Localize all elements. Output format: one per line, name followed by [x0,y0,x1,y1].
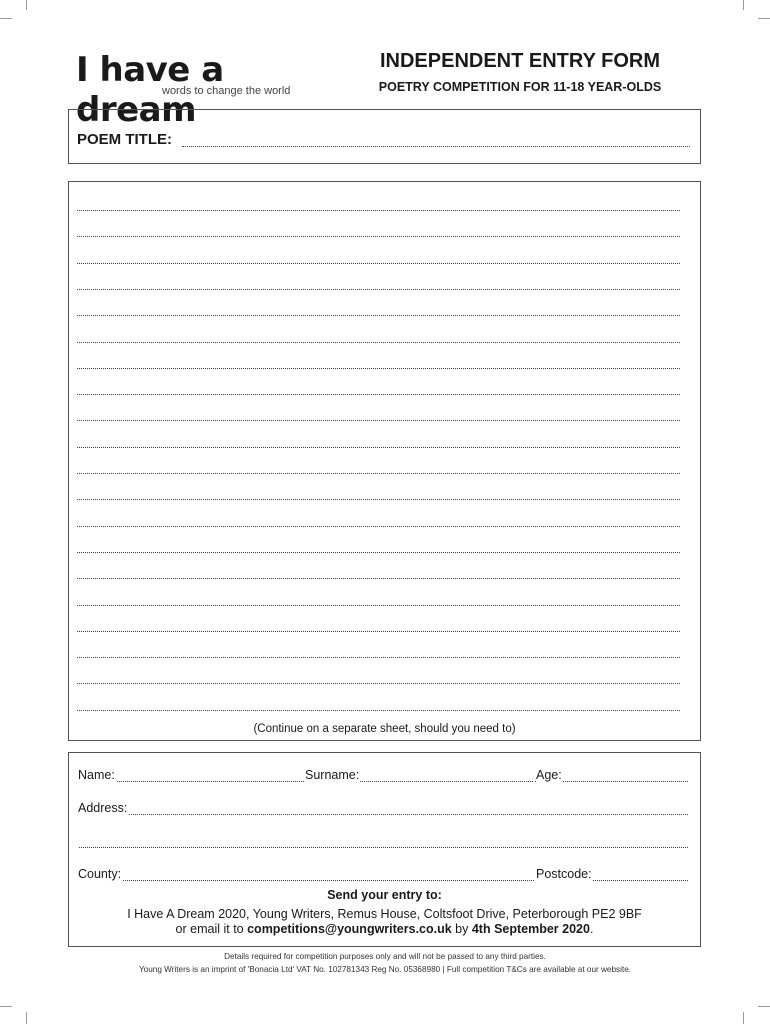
poem-writing-line[interactable] [77,289,680,290]
poem-title-label: POEM TITLE: [77,131,172,148]
poem-writing-line[interactable] [77,578,680,579]
poem-writing-line[interactable] [77,420,680,421]
email-link[interactable]: competitions@youngwriters.co.uk [247,922,452,936]
crop-mark [26,0,27,10]
poem-writing-line[interactable] [77,368,680,369]
crop-mark [26,1012,27,1024]
address-label: Address: [78,801,128,815]
age-label: Age: [536,768,562,782]
postcode-label: Postcode: [536,867,592,881]
address-field[interactable] [79,814,688,815]
county-label: County: [78,867,122,881]
entrant-details-box [68,752,701,947]
surname-label: Surname: [305,768,360,782]
poem-writing-line[interactable] [77,473,680,474]
poem-writing-line[interactable] [77,552,680,553]
logo-tagline: words to change the world [162,85,291,97]
poem-body-box [68,181,701,741]
logo-wordmark: I have a dream [76,50,224,130]
poem-writing-line[interactable] [77,315,680,316]
poem-writing-line[interactable] [77,394,680,395]
poem-writing-line[interactable] [77,631,680,632]
poem-writing-line[interactable] [77,210,680,211]
send-entry-heading: Send your entry to: [327,888,442,902]
poem-writing-line[interactable] [77,526,680,527]
county-field[interactable] [79,880,534,881]
company-info: Young Writers is an imprint of 'Bonacia Ltd' VAT No. 102781343 Reg No. 05368980 | Full competition T&Cs are available at our website. [138,965,632,974]
poem-writing-line[interactable] [77,710,680,711]
address-field-line-2[interactable] [79,847,688,848]
poem-writing-line[interactable] [77,683,680,684]
continue-note: (Continue on a separate sheet, should you need to) [253,723,516,735]
crop-mark [743,0,744,10]
privacy-note: Details required for competition purposes only and will not be passed to any third parties. [224,952,546,961]
crop-mark [0,1006,12,1007]
email-prefix: or email it to [175,922,248,936]
deadline-prefix: by [451,922,472,936]
poem-title-box [68,109,701,164]
crop-mark [743,1012,744,1024]
poem-writing-line[interactable] [77,342,680,343]
form-subtitle: POETRY COMPETITION FOR 11-18 YEAR-OLDS [378,80,662,94]
crop-mark [758,1006,770,1007]
postal-address: I Have A Dream 2020, Young Writers, Remus House, Coltsfoot Drive, Peterborough PE2 9BF [127,907,642,921]
poem-writing-line[interactable] [77,236,680,237]
crop-mark [758,18,770,19]
poem-title-field[interactable] [182,146,690,147]
deadline-suffix: . [589,922,594,936]
email-instructions [69,922,700,936]
deadline-date: 4th September 2020 [471,922,590,936]
poem-writing-line[interactable] [77,605,680,606]
crop-mark [0,18,12,19]
form-title: INDEPENDENT ENTRY FORM [379,50,661,72]
brand-logo [76,50,298,130]
poem-writing-line[interactable] [77,499,680,500]
poem-writing-line[interactable] [77,447,680,448]
poem-writing-line[interactable] [77,657,680,658]
name-label: Name: [78,768,115,782]
poem-writing-line[interactable] [77,263,680,264]
